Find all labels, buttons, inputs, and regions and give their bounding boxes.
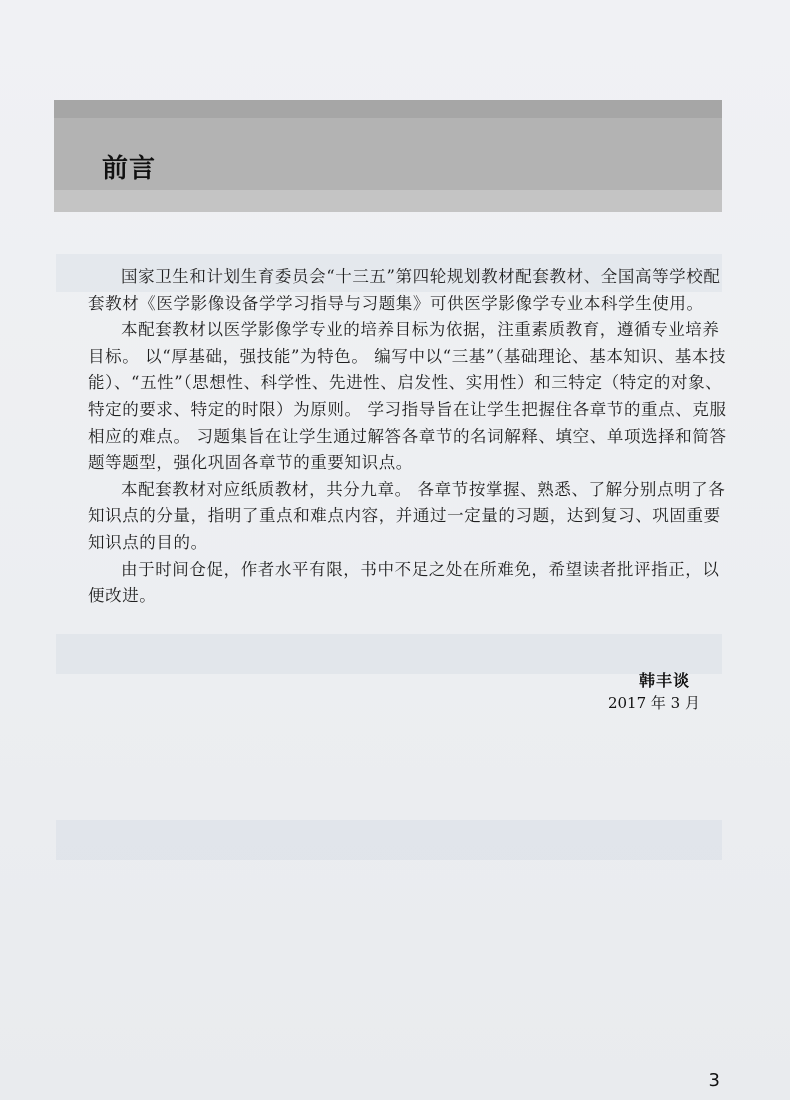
preface-body	[88, 264, 728, 610]
paragraph: 由于时间仓促，作者水平有限，书中不足之处在所难免，希望读者批评指正，以便改进。	[88, 559, 720, 606]
paragraph: 本配套教材对应纸质教材，共分九章。 各章节按掌握、熟悉、了解分别点明了各知识点的分量，指明了重点和难点内容，并通过一定量的习题，达到复习、巩固重要知识点的目的。	[88, 479, 726, 552]
paragraph: 国家卫生和计划生育委员会“十三五”第四轮规划教材配套教材、全国高等学校配套教材《医学影像设备学学习指导与习题集》可供医学影像学专业本科学生使用。	[88, 267, 721, 313]
signature-date: 2017 年 3 月	[607, 694, 700, 712]
page-number: 3	[708, 1070, 720, 1091]
bleed-through-block	[56, 820, 722, 860]
author-signature: 韩丰谈	[638, 671, 690, 690]
header-stripe-top	[54, 100, 722, 118]
page-title: 前言	[102, 154, 157, 184]
paragraph: 本配套教材以医学影像学专业的培养目标为依据，注重素质教育，遵循专业培养目标。 以“厚基础，强技能”为特色。 编写中以“三基”（基础理论、基本知识、基本技能）、“五性”（思想性、科学性、先进性、启发性、实用性）和三特定（特定的对象、特定的要求、特定的时限）为原则。 学习指导旨在让学生把握住各章节的重点、克服相应的难点。 习题集旨在让学生通过解答各章节的名词解释、填空、单项选择和简答题等题型，强化巩固各章节的重要知识点。	[88, 320, 727, 473]
bleed-through-block	[56, 634, 722, 674]
header-stripe-bottom	[54, 190, 722, 212]
